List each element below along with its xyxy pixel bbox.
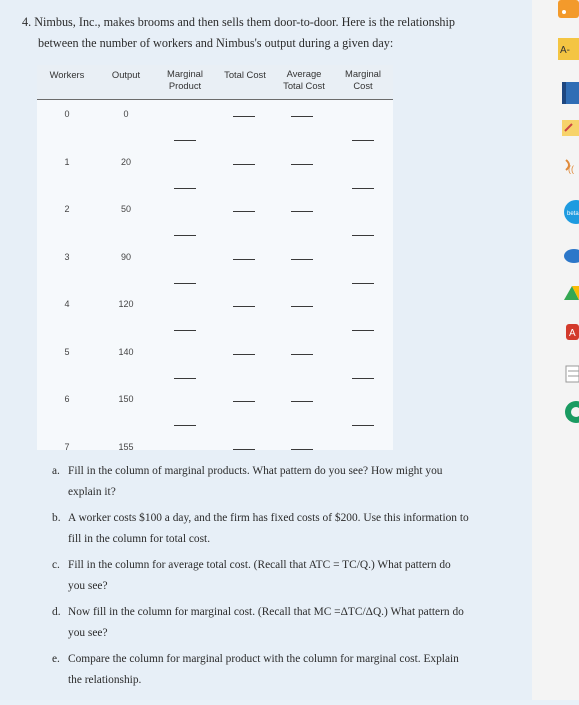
part-a-line1: Fill in the column of marginal products. What pattern do you see? How might you xyxy=(68,465,443,477)
part-c-label: c. xyxy=(52,559,60,571)
part-d-line1: Now fill in the column for marginal cost. (Recall that MC =ΔTC/ΔQ.) What pattern do xyxy=(68,606,464,618)
part-b-line1: A worker costs $100 a day, and the firm has fixed costs of $200. Use this information to xyxy=(68,512,469,524)
header-mc-line2: Cost xyxy=(353,80,373,91)
book-icon[interactable] xyxy=(562,82,579,104)
blank-average-total-cost[interactable] xyxy=(291,211,313,212)
cell-workers: 4 xyxy=(64,299,70,309)
blank-marginal-product[interactable] xyxy=(174,188,196,189)
blank-total-cost[interactable] xyxy=(233,211,255,212)
blank-marginal-product[interactable] xyxy=(174,283,196,284)
blank-marginal-cost[interactable] xyxy=(352,188,374,189)
blank-marginal-cost[interactable] xyxy=(352,425,374,426)
blank-average-total-cost[interactable] xyxy=(291,164,313,165)
part-e-line1: Compare the column for marginal product with the column for marginal cost. Explain xyxy=(68,653,459,665)
header-workers: Workers xyxy=(49,69,85,80)
header-average-total-cost xyxy=(277,68,331,92)
notes-icon[interactable] xyxy=(566,366,579,382)
cell-output: 50 xyxy=(120,204,131,214)
blank-marginal-product[interactable] xyxy=(174,235,196,236)
blank-average-total-cost[interactable] xyxy=(291,449,313,450)
blank-average-total-cost[interactable] xyxy=(291,116,313,117)
cell-output: 150 xyxy=(118,394,134,404)
blank-total-cost[interactable] xyxy=(233,259,255,260)
blank-marginal-cost[interactable] xyxy=(352,140,374,141)
header-mc-line1: Marginal xyxy=(345,68,381,79)
part-c-line1: Fill in the column for average total cost. (Recall that ATC = TC/Q.) What pattern do xyxy=(68,559,451,571)
cloud-icon[interactable] xyxy=(564,249,579,263)
part-b xyxy=(52,508,522,549)
adobe-icon[interactable] xyxy=(566,324,579,340)
audio-icon[interactable] xyxy=(566,160,574,174)
part-b-line2: fill in the column for total cost. xyxy=(68,532,211,545)
header-mp-line1: Marginal xyxy=(167,68,203,79)
blank-total-cost[interactable] xyxy=(233,354,255,355)
part-e-line2: the relationship. xyxy=(68,673,142,686)
part-b-label: b. xyxy=(52,512,61,524)
blank-total-cost[interactable] xyxy=(233,116,255,117)
blank-marginal-cost[interactable] xyxy=(352,378,374,379)
svg-text:((: (( xyxy=(568,164,574,174)
header-output: Output xyxy=(111,69,141,80)
blank-total-cost[interactable] xyxy=(233,164,255,165)
question-number: 4. xyxy=(22,15,32,29)
cell-output: 90 xyxy=(120,251,131,262)
drive-icon[interactable] xyxy=(564,286,579,300)
svg-text:beta: beta xyxy=(567,211,579,217)
blank-average-total-cost[interactable] xyxy=(291,259,313,260)
blank-marginal-cost[interactable] xyxy=(352,330,374,331)
question-line-2: between the number of workers and Nimbus's output during a given day: xyxy=(38,36,394,50)
chat-icon[interactable] xyxy=(564,200,579,224)
rss-icon[interactable] xyxy=(558,0,579,18)
blank-marginal-cost[interactable] xyxy=(352,283,374,284)
part-a xyxy=(52,461,522,502)
blank-marginal-product[interactable] xyxy=(174,378,196,379)
part-d-label: d. xyxy=(52,606,61,618)
cell-workers: 2 xyxy=(64,204,70,214)
part-c xyxy=(52,555,522,596)
blank-marginal-product[interactable] xyxy=(174,140,196,141)
part-e-label: e. xyxy=(52,653,60,665)
part-a-label: a. xyxy=(52,465,60,477)
header-mp-line2: Product xyxy=(168,80,202,91)
part-a-line2: explain it? xyxy=(68,485,116,498)
part-e xyxy=(52,649,522,690)
cell-output: 0 xyxy=(123,109,129,119)
question-line-1: Nimbus, Inc., makes brooms and then sells them door-to-door. Here is the relationship xyxy=(34,15,456,29)
blank-marginal-cost[interactable] xyxy=(352,235,374,236)
sidebar-icons xyxy=(532,0,579,700)
header-marginal-product xyxy=(159,68,211,92)
cell-output: 20 xyxy=(120,156,131,167)
blank-marginal-product[interactable] xyxy=(174,330,196,331)
cell-output: 140 xyxy=(118,346,134,357)
blank-average-total-cost[interactable] xyxy=(291,401,313,402)
part-d xyxy=(52,602,522,643)
header-total-cost: Total Cost xyxy=(224,69,266,80)
blank-total-cost[interactable] xyxy=(233,401,255,402)
header-marginal-cost xyxy=(339,68,387,92)
cell-workers: 7 xyxy=(64,441,70,452)
blank-average-total-cost[interactable] xyxy=(291,354,313,355)
cell-workers: 5 xyxy=(64,346,70,357)
extension-sidebar xyxy=(532,0,579,700)
grammar-icon[interactable] xyxy=(565,401,579,423)
part-d-line2: you see? xyxy=(68,626,108,639)
cell-workers: 0 xyxy=(64,109,70,119)
part-c-line2: you see? xyxy=(68,579,108,592)
question-text xyxy=(22,12,522,54)
blank-total-cost[interactable] xyxy=(233,449,255,450)
font-size-icon[interactable] xyxy=(558,38,579,60)
header-atc-line2: Total Cost xyxy=(283,80,325,91)
cell-workers: 3 xyxy=(64,251,70,262)
table-header xyxy=(37,65,393,100)
cell-output: 155 xyxy=(118,441,134,452)
blank-marginal-product[interactable] xyxy=(174,425,196,426)
ruler-icon[interactable] xyxy=(562,120,579,136)
production-table xyxy=(37,65,393,450)
cell-workers: 6 xyxy=(64,394,70,404)
header-atc-line1: Average xyxy=(286,68,322,79)
svg-text:A: A xyxy=(569,328,576,339)
question-parts xyxy=(52,461,522,696)
blank-average-total-cost[interactable] xyxy=(291,306,313,307)
cell-output: 120 xyxy=(118,299,134,309)
blank-total-cost[interactable] xyxy=(233,306,255,307)
svg-text:A-: A- xyxy=(560,45,570,56)
cell-workers: 1 xyxy=(64,156,70,167)
